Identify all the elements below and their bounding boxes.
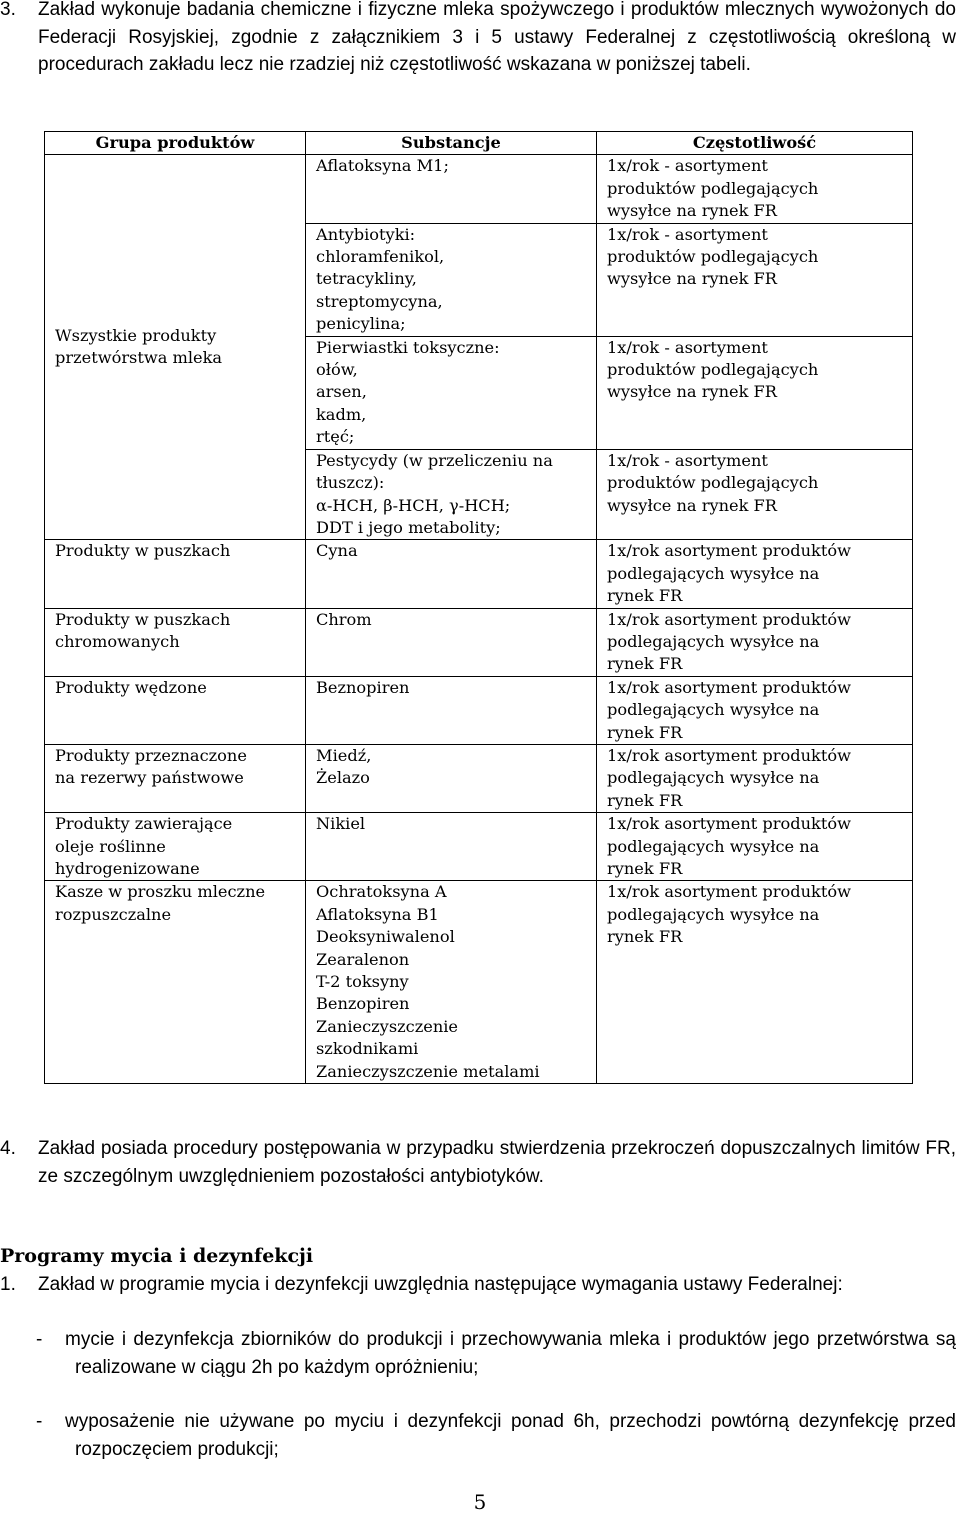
frequency-cell [597, 223, 913, 336]
intro-number: 3. [0, 0, 16, 20]
group-cell [45, 155, 306, 540]
table-row [45, 676, 913, 744]
frequency-cell-line: 1x/rok asortyment produktów [607, 541, 851, 561]
frequency-cell-line: 1x/rok - asortyment [607, 224, 768, 244]
frequency-cell-line: podlegających wysyłce na [607, 836, 820, 856]
substances-cell [306, 336, 597, 449]
table-row [45, 813, 913, 881]
table-row [45, 744, 913, 812]
frequency-cell-line: rynek FR [607, 859, 683, 878]
frequency-cell-line: rynek FR [607, 586, 683, 606]
substances-cell [306, 881, 597, 1084]
point-4-text: Zakład posiada procedury postępowania w przypadku stwierdzenia przekroczeń dopuszczalnych limitów FR, ze szczególnym uwzględnieniem pozostałości antybiotyków. [38, 1138, 956, 1187]
frequency-cell-line: 1x/rok - asortyment [607, 450, 768, 470]
list-item-text: wyposażenie nie używane po myciu i dezynfekcji ponad 6h, przechodzi powtórną dezynfekcję przed rozpoczęciem produkcji; [65, 1411, 956, 1460]
header-product-group: Grupa produktów [45, 132, 306, 155]
frequency-cell-line: rynek FR [607, 790, 683, 810]
group-cell-line: oleje roślinne [55, 836, 166, 856]
substances-cell [306, 744, 597, 812]
frequency-cell-line: podlegających wysyłce na [607, 700, 820, 720]
group-cell-line: Produkty przeznaczone [55, 745, 247, 765]
group-cell-line: Produkty wędzone [55, 677, 207, 697]
table-body [45, 155, 913, 1084]
list-item [36, 1408, 956, 1463]
substances-cell [306, 813, 597, 881]
frequency-cell-line: 1x/rok asortyment produktów [607, 677, 851, 697]
frequency-cell-line: podlegających wysyłce na [607, 768, 820, 788]
substances-cell-line: Zanieczyszczenie metalami [316, 1061, 540, 1081]
substances-cell-line: penicylina; [316, 314, 406, 334]
intro-text: Zakład wykonuje badania chemiczne i fizyczne mleka spożywczego i produktów mlecznych wywożonych do Federacji Rosyjskiej, zgodnie z załącznikiem 3 i 5 ustawy Federalnej z częstotliwością określoną w procedurach zakładu lecz nie rzadziej niż częstotliwość wskazana w poniższej tabeli. [38, 0, 956, 75]
substances-cell-line: chloramfenikol, [316, 247, 445, 267]
frequency-cell-line: produktów podlegających [607, 473, 819, 493]
frequency-cell-line: 1x/rok asortyment produktów [607, 882, 851, 902]
substances-cell-line: Zearalenon [316, 949, 410, 969]
table-row [45, 155, 913, 223]
substances-cell [306, 223, 597, 336]
substances-cell-line: Pierwiastki toksyczne: [316, 337, 500, 357]
frequency-cell-line: 1x/rok asortyment produktów [607, 814, 851, 834]
table-header-row [45, 132, 913, 155]
substances-cell-line: T-2 toksyny [316, 972, 409, 992]
group-cell-line: chromowanych [55, 631, 180, 651]
frequency-cell-line: 1x/rok - asortyment [607, 156, 768, 176]
substances-cell-line: Ochratoksyna A [316, 882, 447, 902]
frequency-cell [597, 813, 913, 881]
group-cell [45, 813, 306, 881]
group-cell-line: na rezerwy państwowe [55, 768, 244, 788]
substances-cell-line: tetracykliny, [316, 269, 417, 289]
point-4-number: 4. [0, 1138, 16, 1159]
substances-cell-line: rtęć; [316, 427, 355, 447]
substances-cell [306, 676, 597, 744]
substances-cell-line: α-HCH, β-HCH, γ-HCH; [316, 495, 511, 515]
substances-cell-line: Benzopiren [316, 994, 410, 1014]
substances-cell-line: DDT i jego metabolity; [316, 517, 501, 537]
frequency-cell-line: wysyłce na rynek FR [607, 201, 777, 221]
substances-cell-line: streptomycyna, [316, 291, 443, 311]
section-text: Zakład w programie mycia i dezynfekcji uwzględnia następujące wymagania ustawy Federalnej: [38, 1274, 843, 1295]
substances-cell-line: Aflatoksyna M1; [316, 156, 449, 176]
substances-cell [306, 449, 597, 540]
substances-cell-line: Żelazo [316, 768, 370, 788]
frequency-cell-line: rynek FR [607, 927, 683, 947]
substances-cell-line: Zanieczyszczenie [316, 1016, 459, 1036]
bullet-marker: - [36, 1411, 43, 1432]
group-cell-line: przetwórstwa mleka [55, 348, 223, 368]
frequency-cell-line: produktów podlegających [607, 360, 819, 380]
bullet-marker: - [36, 1329, 43, 1350]
table-row [45, 540, 913, 608]
group-cell [45, 881, 306, 1084]
substances-cell-line: arsen, [316, 382, 367, 402]
table-row [45, 881, 913, 1084]
substances-cell-line: kadm, [316, 404, 367, 424]
frequency-cell [597, 881, 913, 1084]
substances-cell [306, 540, 597, 608]
substances-cell-line: Antybiotyki: [316, 224, 416, 244]
frequency-cell [597, 155, 913, 223]
group-cell [45, 608, 306, 676]
frequency-cell-line: 1x/rok asortyment produktów [607, 745, 851, 765]
frequency-cell-line: podlegających wysyłce na [607, 563, 820, 583]
point-4-paragraph [0, 1135, 956, 1190]
list-item-text: mycie i dezynfekcja zbiorników do produkcji i przechowywania mleka i produktów jego przetwórstwa są realizowane w ciągu 2h po każdym opróżnieniu; [65, 1329, 956, 1378]
substances-cell-line: Cyna [316, 541, 358, 561]
frequency-cell [597, 336, 913, 449]
frequency-cell-line: 1x/rok asortyment produktów [607, 609, 851, 629]
group-cell-line: Wszystkie produkty [55, 325, 217, 345]
substances-cell-line: Aflatoksyna B1 [316, 904, 439, 924]
group-cell-line: Produkty w puszkach [55, 609, 231, 629]
substances-cell-line: Chrom [316, 609, 372, 629]
frequency-cell [597, 540, 913, 608]
frequency-cell-line: produktów podlegających [607, 178, 819, 198]
substances-cell-line: Beznopiren [316, 677, 410, 697]
page-number: 5 [473, 1490, 487, 1514]
substances-cell-line: Nikiel [316, 814, 366, 834]
frequency-cell [597, 676, 913, 744]
frequency-cell-line: podlegających wysyłce na [607, 631, 820, 651]
frequency-cell [597, 608, 913, 676]
substances-cell [306, 155, 597, 223]
frequency-cell-line: 1x/rok - asortyment [607, 337, 768, 357]
substances-cell [306, 608, 597, 676]
substances-cell-line: Miedź, [316, 745, 372, 765]
group-cell-line: Produkty w puszkach [55, 541, 231, 561]
group-cell [45, 540, 306, 608]
group-cell-line: Produkty zawierające [55, 814, 233, 834]
group-cell-line: Kasze w proszku mleczne [55, 882, 266, 902]
intro-paragraph [0, 0, 956, 79]
section-number: 1. [0, 1274, 16, 1295]
section-paragraph [0, 1271, 956, 1299]
group-cell-line: hydrogenizowane [55, 859, 200, 878]
frequency-cell-line: wysyłce na rynek FR [607, 495, 777, 515]
frequency-cell-line: produktów podlegających [607, 247, 819, 267]
frequency-cell-line: podlegających wysyłce na [607, 904, 820, 924]
group-cell [45, 676, 306, 744]
frequency-cell-line: rynek FR [607, 722, 683, 742]
substances-cell-line: tłuszcz): [316, 473, 385, 493]
frequency-cell [597, 449, 913, 540]
header-frequency: Częstotliwość [597, 132, 913, 155]
substances-cell-line: szkodnikami [316, 1039, 419, 1059]
testing-frequency-table [44, 131, 913, 1084]
frequency-cell-line: wysyłce na rynek FR [607, 382, 777, 402]
substances-cell-line: Deoksyniwalenol [316, 927, 455, 947]
header-substances: Substancje [306, 132, 597, 155]
list-item [36, 1326, 956, 1381]
frequency-cell-line: wysyłce na rynek FR [607, 269, 777, 289]
group-cell [45, 744, 306, 812]
section-heading: Programy mycia i dezynfekcji [0, 1245, 314, 1267]
frequency-cell-line: rynek FR [607, 654, 683, 674]
frequency-cell [597, 744, 913, 812]
substances-cell-line: Pestycydy (w przeliczeniu na [316, 450, 553, 470]
table-row [45, 608, 913, 676]
group-cell-line: rozpuszczalne [55, 904, 172, 924]
substances-cell-line: ołów, [316, 360, 358, 380]
